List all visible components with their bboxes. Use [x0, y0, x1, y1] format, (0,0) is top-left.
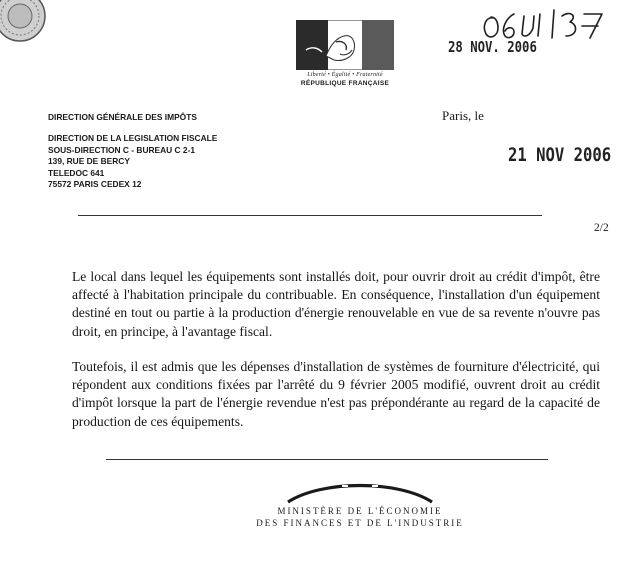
body-paragraph: Toutefois, il est admis que les dépenses d'installation de systèmes de fourniture d'électricité, qui répondent aux conditions fixées par l'arrêté du 9 février 2005 modifié, ouvrent droit au crédit d'impôt lorsque la part de l'énergie revendue n'est pas prépondérante au regard de la capacité de production de ces équipements. — [72, 359, 600, 429]
ministry-arch-icon — [282, 476, 438, 504]
ministry-name-line-1: MINISTÈRE DE L'ÉCONOMIE — [277, 506, 443, 516]
sender-line: SOUS-DIRECTION C - BUREAU C 2-1 — [48, 144, 196, 155]
sender-line: 139, RUE DE BERCY — [48, 156, 130, 166]
sender-line: TELEDOC 641 — [48, 167, 105, 178]
sender-directorate: DIRECTION GÉNÉRALE DES IMPÔTS — [48, 112, 197, 122]
body-paragraph: Le local dans lequel les équipements sont installés doit, pour ouvrir droit au crédit d'impôt, être affecté à l'habitation principale du contribuable. En conséquence, l'installation d'un équipement destiné en tout ou partie à la production d'énergie renouvelable en vue de sa revente n'ouvre pas droit, en principe, à l'avantage fiscal. — [72, 269, 600, 339]
sender-line: 75572 PARIS CEDEX 12 — [48, 179, 142, 189]
marianne-emblem-icon — [296, 20, 394, 70]
footer-divider — [106, 459, 548, 460]
place-label: Paris, le — [442, 108, 484, 123]
ministry-name-line-2: DES FINANCES ET DE L'INDUSTRIE — [256, 518, 464, 528]
header-divider — [78, 215, 542, 216]
sender-address — [48, 133, 217, 191]
received-date-stamp: 28 NOV. 2006 — [448, 38, 537, 56]
corner-seal-fragment — [0, 0, 46, 42]
page-number: 2/2 — [594, 222, 609, 234]
letter-date-stamp: 21 NOV 2006 — [508, 144, 612, 166]
logo-motto: Liberté • Égalité • Fraternité — [307, 72, 383, 78]
sender-line: DIRECTION DE LA LEGISLATION FISCALE — [48, 133, 218, 143]
marianne-logo — [290, 18, 400, 87]
logo-republic-label: RÉPUBLIQUE FRANÇAISE — [300, 80, 390, 87]
